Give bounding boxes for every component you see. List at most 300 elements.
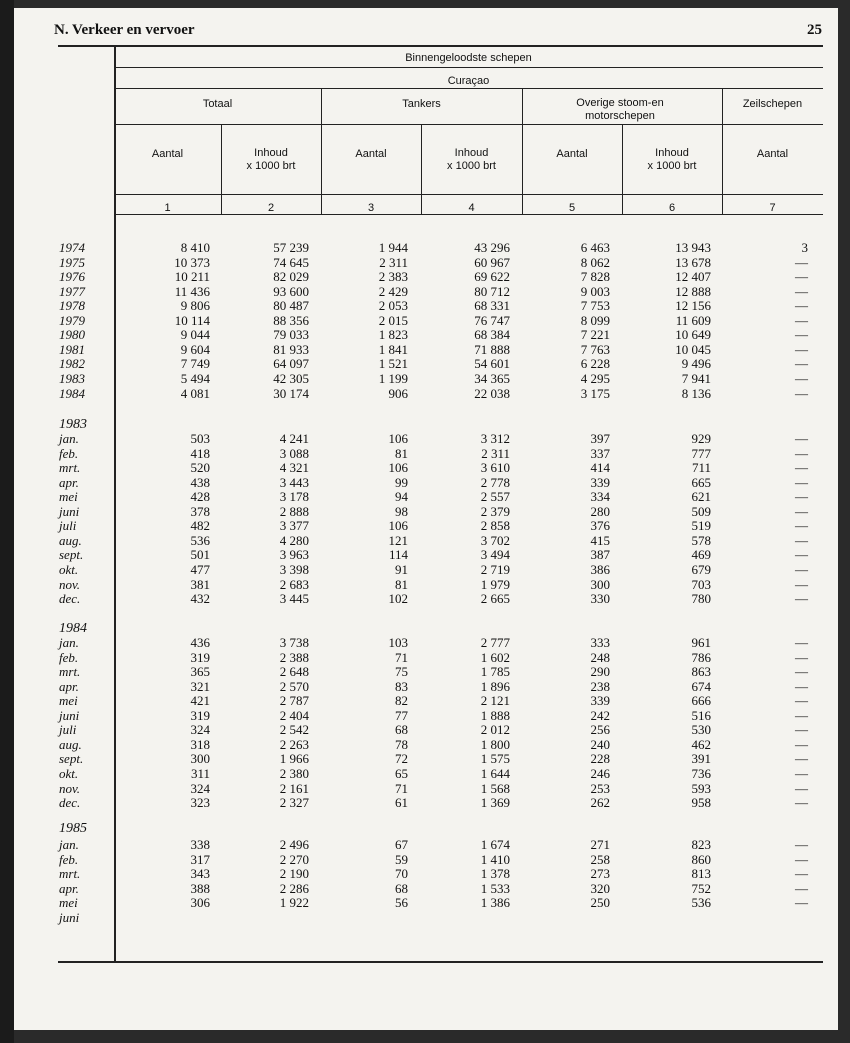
row-label: juli [59, 518, 77, 534]
table-cell: 318 [190, 736, 210, 752]
table-cell: 258 [590, 851, 610, 867]
table-cell: 1 644 [480, 765, 510, 781]
table-cell: 9 604 [180, 341, 210, 357]
table-cell: 80 712 [474, 283, 510, 299]
table-cell: 83 [395, 678, 408, 694]
table-cell: 2 161 [279, 780, 309, 796]
column-number: 4 [468, 202, 475, 214]
row-label: apr. [59, 880, 79, 896]
row-label: aug. [59, 736, 82, 752]
table-cell: 343 [190, 866, 210, 882]
row-label: 1975 [59, 254, 85, 270]
column-number: 5 [568, 202, 576, 214]
table-cell: 436 [190, 635, 210, 650]
row-label: sept. [59, 751, 84, 767]
table-cell: 280 [590, 503, 610, 519]
row-label: mei [59, 489, 78, 505]
row-label: 1974 [59, 240, 85, 255]
table-cell: — [795, 649, 808, 665]
table-cell: 1 199 [378, 370, 408, 386]
table-cell: 10 211 [174, 269, 210, 285]
row-label: 1979 [59, 312, 85, 328]
table-cell: 71 [395, 649, 408, 665]
row-label: 1982 [59, 356, 85, 372]
table-cell: 1 410 [480, 851, 510, 867]
header-binnengeloodste: Binnengeloodste schepen [405, 52, 532, 64]
table-cell: 536 [190, 532, 210, 548]
table-cell: 516 [691, 707, 711, 723]
table-cell: 679 [691, 561, 711, 577]
table-cell: 509 [691, 503, 711, 519]
section-title: N. Verkeer en vervoer [54, 22, 195, 38]
table-cell: 1 575 [480, 751, 510, 767]
table-cell: 1 785 [480, 664, 510, 680]
table-cell: 777 [691, 445, 711, 461]
table-cell: 88 356 [273, 312, 309, 328]
table-cell: 2 557 [480, 489, 510, 505]
table-cell: 121 [388, 532, 408, 548]
row-label: jan. [59, 635, 79, 650]
table-cell: 1 888 [480, 707, 510, 723]
table-cell: 3 [801, 240, 808, 255]
table-cell: 103 [388, 635, 408, 650]
table-cell: — [795, 341, 808, 357]
column-number: 6 [668, 202, 676, 214]
table-cell: 250 [590, 895, 610, 911]
table-cell: 80 487 [273, 298, 309, 314]
table-cell: 3 445 [279, 591, 309, 607]
table-cell: 319 [190, 707, 210, 723]
row-label: okt. [59, 561, 79, 577]
section-year-heading: 1984 [59, 621, 87, 636]
rule-line [114, 67, 823, 68]
table-cell: 333 [590, 635, 610, 650]
table-cell: 418 [190, 445, 210, 461]
table-cell: 365 [190, 664, 210, 680]
table-cell: 961 [691, 635, 711, 650]
table-cell: 7 221 [580, 327, 610, 343]
row-label: mei [59, 895, 78, 911]
table-cell: 1 966 [279, 751, 309, 767]
table-cell: 75 [395, 664, 408, 680]
table-cell: 469 [691, 547, 711, 563]
table-cell: 578 [691, 532, 711, 548]
table-cell: 665 [691, 474, 711, 490]
table-cell: 320 [590, 880, 610, 896]
table-cell: 414 [590, 460, 610, 476]
table-cell: 93 600 [273, 283, 309, 299]
table-cell: — [795, 576, 808, 592]
table-cell: 391 [691, 751, 711, 767]
group-totaal: Totaal [202, 98, 233, 110]
row-label: jan. [59, 837, 79, 852]
row-label: 1978 [59, 298, 85, 314]
table-cell: 387 [590, 547, 610, 563]
table-cell: 324 [190, 780, 210, 796]
table-cell: 81 933 [273, 341, 309, 357]
table-cell: 8 062 [580, 254, 610, 270]
table-cell: 2 311 [481, 445, 510, 461]
table-cell: 5 494 [180, 370, 210, 386]
row-label: mrt. [59, 460, 81, 476]
table-cell: — [795, 283, 808, 299]
table-cell: 10 649 [675, 327, 711, 343]
table-cell: — [795, 298, 808, 314]
table-cell: 11 436 [174, 283, 210, 299]
table-cell: 338 [190, 837, 210, 852]
row-label: juli [59, 722, 77, 738]
table-cell: 3 963 [279, 547, 309, 563]
section-year-heading: 1985 [59, 821, 87, 836]
table-cell: 3 088 [279, 445, 309, 461]
table-cell: — [795, 707, 808, 723]
group-overige: Overige stoom-en motorschepen [576, 97, 664, 122]
table-cell: 2 053 [378, 298, 408, 314]
table-cell: 54 601 [474, 356, 510, 372]
table-cell: 3 178 [279, 489, 309, 505]
table-cell: 300 [590, 576, 610, 592]
table-cell: 593 [691, 780, 711, 796]
table-cell: 13 678 [675, 254, 711, 270]
table-cell: 520 [190, 460, 210, 476]
table-cell: 530 [691, 722, 711, 738]
table-cell: 65 [395, 765, 408, 781]
table-cell: 6 228 [580, 356, 610, 372]
row-label: jan. [59, 431, 79, 446]
table-cell: 13 943 [675, 240, 711, 255]
table-cell: 381 [190, 576, 210, 592]
table-cell: 2 888 [279, 503, 309, 519]
table-cell: — [795, 327, 808, 343]
table-cell: 91 [395, 561, 408, 577]
table-cell: 98 [395, 503, 408, 519]
table-cell: 376 [590, 518, 610, 534]
row-label: feb. [59, 445, 79, 461]
table-cell: — [795, 518, 808, 534]
table-cell: 78 [395, 736, 408, 752]
table-cell: 57 239 [273, 240, 309, 255]
table-cell: 1 841 [378, 341, 408, 357]
row-label: dec. [59, 795, 81, 811]
table-cell: 2 379 [480, 503, 510, 519]
table-cell: 7 753 [580, 298, 610, 314]
table-cell: 2 012 [480, 722, 510, 738]
table-cell: 536 [691, 895, 711, 911]
table-cell: 438 [190, 474, 210, 490]
table-cell: — [795, 664, 808, 680]
table-cell: 621 [691, 489, 711, 505]
table-cell: 9 044 [180, 327, 210, 343]
row-label: apr. [59, 678, 79, 694]
header-region: Curaçao [447, 75, 490, 87]
table-cell: 99 [395, 474, 408, 490]
table-cell: — [795, 547, 808, 563]
table-cell: 2 121 [480, 693, 510, 709]
column-number: 7 [769, 202, 776, 214]
row-label: feb. [59, 851, 79, 867]
table-cell: 262 [590, 795, 610, 811]
table-cell: 2 286 [279, 880, 309, 896]
row-label: nov. [59, 576, 81, 592]
table-cell: 61 [395, 795, 408, 811]
table-cell: — [795, 780, 808, 796]
column-header: Aantal [151, 148, 184, 160]
document-page [14, 8, 838, 1030]
table-cell: 958 [691, 795, 711, 811]
table-cell: 1 674 [480, 837, 510, 852]
table-cell: 8 410 [180, 240, 210, 255]
group-zeilschepen: Zeilschepen [742, 98, 803, 110]
table-cell: 1 521 [378, 356, 408, 372]
table-cell: — [795, 561, 808, 577]
table-cell: 253 [590, 780, 610, 796]
table-cell: 246 [590, 765, 610, 781]
table-cell: 64 097 [273, 356, 309, 372]
table-cell: — [795, 851, 808, 867]
table-cell: 1 369 [480, 795, 510, 811]
table-cell: 2 263 [279, 736, 309, 752]
table-cell: 428 [190, 489, 210, 505]
table-cell: 378 [190, 503, 210, 519]
table-cell: 71 [395, 780, 408, 796]
table-cell: 11 609 [675, 312, 711, 328]
table-cell: 34 365 [474, 370, 510, 386]
column-number: 3 [367, 202, 375, 214]
table-cell: 106 [388, 431, 408, 446]
section-year-heading: 1983 [59, 417, 87, 432]
row-label: okt. [59, 765, 79, 781]
table-cell: 2 858 [480, 518, 510, 534]
table-cell: 68 [395, 880, 408, 896]
table-cell: 76 747 [474, 312, 510, 328]
rule-line [58, 961, 823, 963]
table-cell: 7 828 [580, 269, 610, 285]
table-cell: 2 270 [279, 851, 309, 867]
table-cell: 339 [590, 693, 610, 709]
table-cell: — [795, 312, 808, 328]
table-cell: 12 156 [675, 298, 711, 314]
table-cell: — [795, 678, 808, 694]
table-cell: 1 568 [480, 780, 510, 796]
table-cell: 60 967 [474, 254, 510, 270]
table-cell: 3 610 [480, 460, 510, 476]
table-cell: 106 [388, 518, 408, 534]
table-cell: 74 645 [273, 254, 309, 270]
table-cell: 59 [395, 851, 408, 867]
table-cell: 2 719 [480, 561, 510, 577]
table-cell: 2 496 [279, 837, 309, 852]
table-cell: 1 922 [279, 895, 309, 911]
table-cell: 3 312 [480, 431, 510, 446]
table-cell: 2 787 [279, 693, 309, 709]
row-label: juni [59, 503, 80, 519]
row-label: 1983 [59, 370, 85, 386]
table-cell: 786 [691, 649, 711, 665]
table-cell: 2 665 [480, 591, 510, 607]
table-cell: 68 [395, 722, 408, 738]
table-cell: 3 175 [580, 385, 610, 401]
column-header: Aantal [756, 148, 789, 160]
table-cell: 860 [691, 851, 711, 867]
table-cell: 2 327 [279, 795, 309, 811]
table-cell: 68 384 [474, 327, 510, 343]
table-cell: — [795, 460, 808, 476]
table-cell: 8 099 [580, 312, 610, 328]
table-cell: 3 738 [279, 635, 309, 650]
table-cell: 752 [691, 880, 711, 896]
table-cell: 10 045 [675, 341, 711, 357]
table-cell: 2 404 [279, 707, 309, 723]
table-cell: 3 377 [279, 518, 309, 534]
table-cell: — [795, 635, 808, 650]
row-label: juni [59, 707, 80, 723]
table-cell: 3 494 [480, 547, 510, 563]
table-cell: — [795, 751, 808, 767]
row-label: sept. [59, 547, 84, 563]
table-cell: 823 [691, 837, 711, 852]
table-cell: 319 [190, 649, 210, 665]
table-cell: 2 190 [279, 866, 309, 882]
row-label: mei [59, 693, 78, 709]
table-cell: — [795, 269, 808, 285]
table-cell: 10 114 [174, 312, 210, 328]
table-cell: 4 321 [279, 460, 309, 476]
table-cell: 68 331 [474, 298, 510, 314]
column-header: Inhoud x 1000 brt [246, 147, 296, 172]
table-cell: 56 [395, 895, 408, 911]
table-cell: 30 174 [273, 385, 309, 401]
table-cell: 2 015 [378, 312, 408, 328]
table-cell: 114 [388, 547, 408, 563]
table-cell: 248 [590, 649, 610, 665]
table-cell: 4 280 [279, 532, 309, 548]
table-cell: 334 [590, 489, 610, 505]
row-label: 1977 [59, 283, 85, 299]
table-cell: 81 [395, 445, 408, 461]
table-cell: — [795, 445, 808, 461]
row-label: mrt. [59, 664, 81, 680]
table-cell: 3 398 [279, 561, 309, 577]
table-cell: 7 763 [580, 341, 610, 357]
table-cell: 863 [691, 664, 711, 680]
table-cell: 2 388 [279, 649, 309, 665]
table-cell: 2 383 [378, 269, 408, 285]
table-cell: 271 [590, 837, 610, 852]
row-label: aug. [59, 532, 82, 548]
table-cell: 711 [691, 460, 711, 476]
table-cell: 501 [190, 547, 210, 563]
table-cell: 300 [190, 751, 210, 767]
table-cell: 2 311 [379, 254, 408, 270]
table-cell: 317 [190, 851, 210, 867]
table-cell: — [795, 431, 808, 446]
table-cell: — [795, 370, 808, 386]
group-tankers: Tankers [402, 98, 441, 110]
table-cell: 2 380 [279, 765, 309, 781]
table-cell: 1 896 [480, 678, 510, 694]
table-cell: 503 [190, 431, 210, 446]
row-label: mrt. [59, 866, 81, 882]
table-cell: 906 [388, 385, 408, 401]
table-cell: 666 [691, 693, 711, 709]
table-cell: 388 [190, 880, 210, 896]
table-cell: — [795, 254, 808, 270]
row-label: nov. [59, 780, 81, 796]
column-header: Aantal [355, 148, 387, 160]
column-number: 2 [267, 202, 275, 214]
table-cell: 482 [190, 518, 210, 534]
table-cell: 397 [590, 431, 610, 446]
table-cell: — [795, 722, 808, 738]
table-cell: 273 [590, 866, 610, 882]
table-cell: 256 [590, 722, 610, 738]
table-cell: 2 429 [378, 283, 408, 299]
table-cell: 290 [590, 664, 610, 680]
table-cell: 69 622 [474, 269, 510, 285]
table-cell: 2 648 [279, 664, 309, 680]
table-cell: 3 443 [279, 474, 309, 490]
table-cell: — [795, 837, 808, 852]
table-cell: — [795, 356, 808, 372]
table-cell: 415 [590, 532, 610, 548]
table-cell: — [795, 532, 808, 548]
book-binding [0, 0, 14, 1043]
table-cell: 1 386 [480, 895, 510, 911]
table-cell: 339 [590, 474, 610, 490]
table-cell: 1 823 [378, 327, 408, 343]
table-cell: — [795, 693, 808, 709]
table-cell: 386 [590, 561, 610, 577]
table-cell: 1 533 [480, 880, 510, 896]
table-cell: 67 [395, 837, 408, 852]
table-cell: 82 [395, 693, 408, 709]
table-cell: — [795, 765, 808, 781]
table-cell: — [795, 474, 808, 490]
table-cell: 324 [190, 722, 210, 738]
table-cell: — [795, 736, 808, 752]
table-cell: 1 378 [480, 866, 510, 882]
table-cell: 79 033 [273, 327, 309, 343]
table-cell: 106 [388, 460, 408, 476]
table-cell: 4 241 [279, 431, 309, 446]
table-cell: 2 542 [279, 722, 309, 738]
table-cell: 228 [590, 751, 610, 767]
table-cell: 323 [190, 795, 210, 811]
table-cell: 42 305 [273, 370, 309, 386]
table-cell: — [795, 866, 808, 882]
table-cell: 519 [691, 518, 711, 534]
table-cell: 477 [190, 561, 210, 577]
rule-line [58, 45, 823, 47]
table-cell: 7 749 [180, 356, 210, 372]
table-cell: 337 [590, 445, 610, 461]
table-cell: 2 778 [480, 474, 510, 490]
table-cell: 929 [691, 431, 711, 446]
table-cell: 77 [395, 707, 408, 723]
table-cell: 12 888 [675, 283, 711, 299]
table-cell: 306 [190, 895, 210, 911]
table-cell: 8 136 [681, 385, 711, 401]
table-cell: 94 [395, 489, 408, 505]
table-cell: 421 [190, 693, 210, 709]
row-label: juni [59, 909, 80, 925]
table-cell: — [795, 880, 808, 896]
table-cell: 102 [388, 591, 408, 607]
table-cell: 238 [590, 678, 610, 694]
row-label: dec. [59, 591, 81, 607]
table-cell: 9 496 [681, 356, 711, 372]
column-header: Aantal [556, 148, 588, 160]
